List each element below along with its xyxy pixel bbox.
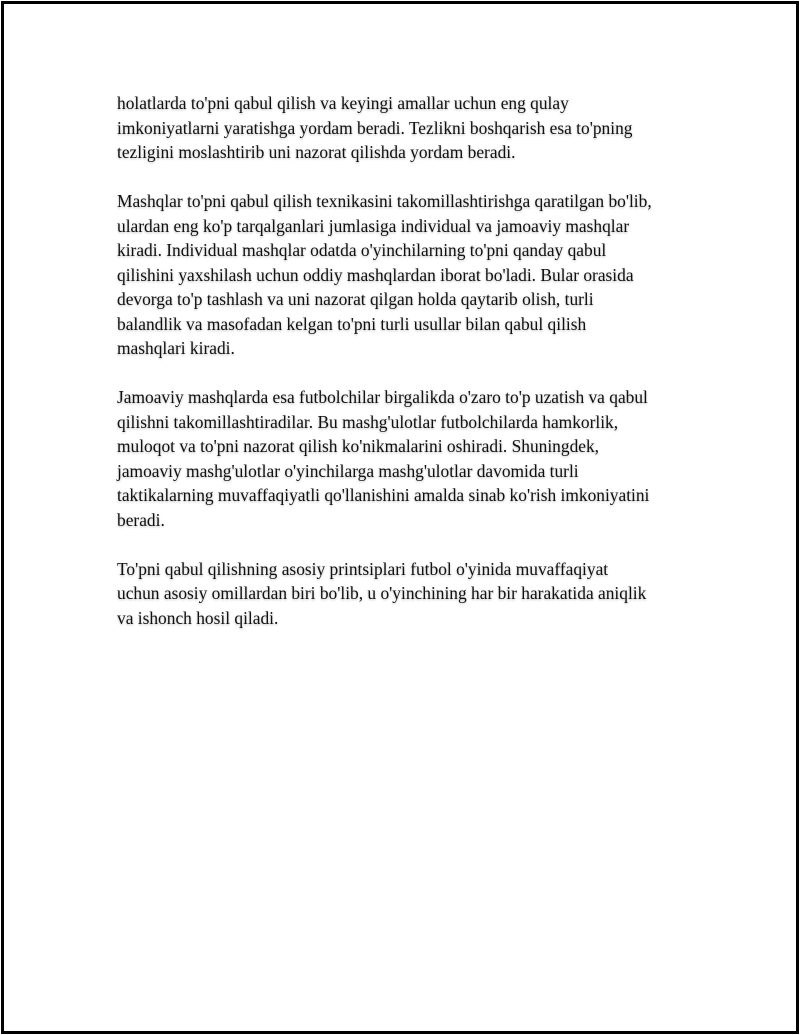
text-line: Mashqlar to'pni qabul qilish texnikasini takomillashtirishga qaratilgan bo'lib, bbox=[117, 191, 652, 211]
text-line: imkoniyatlarni yaratishga yordam beradi. Tezlikni boshqarish esa to'pning bbox=[117, 117, 633, 138]
text-line: Jamoaviy mashqlarda esa futbolchilar birgalikda o'zaro to'p uzatish va qabul bbox=[117, 387, 648, 407]
text-line: tezligini moslashtirib uni nazorat qilishda yordam beradi. bbox=[117, 142, 516, 162]
text-line: uchun asosiy omillardan biri bo'lib, u o'yinchining har bir harakatida aniqlik bbox=[117, 583, 647, 603]
text-line: muloqot va to'pni nazorat qilish ko'nikmalarini oshiradi. Shuningdek, bbox=[117, 436, 600, 456]
text-line: qilishini yaxshilash uchun oddiy mashqlardan iborat bo'ladi. Bular orasida bbox=[117, 264, 634, 285]
text-line: ulardan eng ko'p tarqalganlari jumlasiga individual va jamoaviy mashqlar bbox=[117, 215, 630, 236]
text-line: qilishni takomillashtiradilar. Bu mashg'ulotlar futbolchilarda hamkorlik, bbox=[117, 411, 619, 432]
text-line: balandlik va masofadan kelgan to'pni turli usullar bilan qabul qilish bbox=[117, 313, 587, 334]
text-line: mashqlari kiradi. bbox=[117, 338, 235, 358]
paragraph-1 bbox=[117, 91, 697, 165]
paragraph-4 bbox=[117, 557, 697, 631]
text-line: va ishonch hosil qiladi. bbox=[117, 607, 279, 628]
text-line: beradi. bbox=[117, 509, 165, 530]
text-line: jamoaviy mashg'ulotlar o'yinchilarga mashg'ulotlar davomida turli bbox=[117, 460, 579, 481]
text-line: holatlarda to'pni qabul qilish va keyingi amallar uchun eng qulay bbox=[117, 93, 569, 113]
text-line: To'pni qabul qilishning asosiy printsiplari futbol o'yinida muvaffaqiyat bbox=[117, 558, 609, 579]
text-line: kiradi. Individual mashqlar odatda o'yinchilarning to'pni qanday qabul bbox=[117, 240, 607, 260]
paragraph-2 bbox=[117, 189, 697, 361]
paragraph-3 bbox=[117, 385, 697, 532]
document-body bbox=[117, 91, 697, 655]
text-line: devorga to'p tashlash va uni nazorat qilgan holda qaytarib olish, turli bbox=[117, 289, 594, 309]
text-line: taktikalarning muvaffaqiyatli qo'llanishini amalda sinab ko'rish imkoniyatini bbox=[117, 485, 650, 505]
